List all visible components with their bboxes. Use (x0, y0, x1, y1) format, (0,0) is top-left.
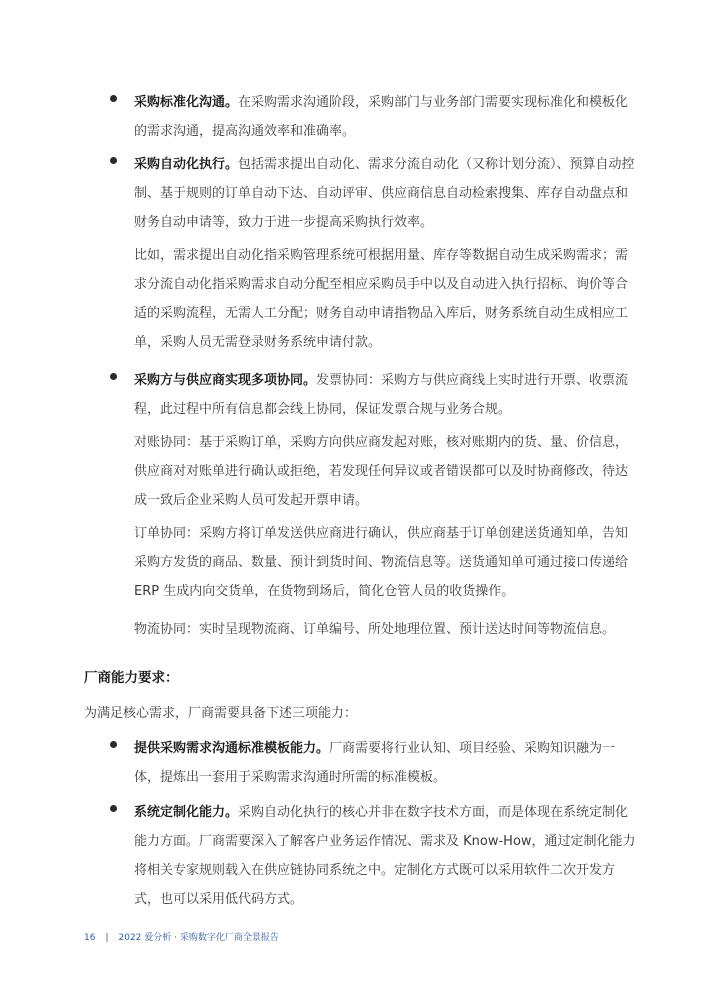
paragraph-reconciliation: 对账协同：基于采购订单，采购方向供应商发起对账，核对账期内的货、量、价信息，供应商对对账单进行确认或拒绝，若发现任何异议或者错误都可以及时协商修改，待达成一致后企业采购人员可发起开票申请。 (134, 435, 629, 508)
section-heading: 厂商能力要求： (84, 670, 179, 686)
bullet-customization-capability (96, 798, 636, 914)
bullet-body: 厂商需要将行业认知、项目经验、采购知识融为一体，提炼出一套用于采购需求沟通时所需的标准模板。 (134, 741, 616, 785)
bullet-automated-execution (96, 150, 636, 237)
bullet-dot-icon (110, 95, 117, 102)
paragraph-logistics: 物流协同：实时呈现物流商、订单编号、所处地理位置、预计送达时间等物流信息。 (134, 622, 616, 637)
intro-text: 为满足核心需求，厂商需要具备下述三项能力： (84, 706, 358, 721)
bullet-text (134, 150, 636, 237)
bullet-text (134, 798, 636, 914)
bullet-title: 采购方与供应商实现多项协同。 (134, 373, 317, 388)
bullet-title: 采购自动化执行。 (134, 157, 239, 172)
bullet-dot-icon (110, 741, 117, 748)
bullet-body: 采购自动化执行的核心并非在数字技术方面，而是体现在系统定制化能力方面。厂商需要深入了解客户业务运作情况、需求及 Know-How，通过定制化能力将相关专家规则载入在供应链协同系统之中。定制化方式既可以采用软件二次开发方式，也可以采用低代码方式。 (134, 805, 636, 907)
bullet-template-capability (96, 734, 636, 792)
bullet-title: 采购标准化沟通。 (134, 95, 239, 110)
page-footer (84, 930, 279, 943)
bullet-text (134, 366, 636, 424)
bullet-supplier-collaboration (96, 366, 636, 424)
bullet-text (134, 734, 636, 792)
page-number: 16 (84, 933, 96, 943)
report-title: 2022 爱分析 · 采购数字化厂商全景报告 (118, 933, 279, 943)
bullet-title: 系统定制化能力。 (134, 805, 239, 820)
bullet-body: 发票协同：采购方与供应商线上实时进行开票、收票流程，此过程中所有信息都会线上协同，保证发票合规与业务合规。 (134, 373, 629, 417)
bullet-body: 包括需求提出自动化、需求分流自动化（又称计划分流）、预算自动控制、基于规则的订单自动下达、自动评审、供应商信息自动检索搜集、库存自动盘点和财务自动申请等，致力于进一步提高采购执行效率。 (134, 157, 635, 230)
bullet-dot-icon (110, 373, 117, 380)
paragraph-order-collaboration: 订单协同：采购方将订单发送供应商进行确认，供应商基于订单创建送货通知单，告知采购方发货的商品、数量、预计到货时间、物流信息等。送货通知单可通过接口传递给 ERP 生成内向交货单，在货物到场后，简化仓管人员的收货操作。 (134, 526, 629, 599)
bullet-title: 提供采购需求沟通标准模板能力。 (134, 741, 330, 756)
bullet-dot-icon (110, 805, 117, 812)
bullet-text (134, 88, 636, 146)
bullet-dot-icon (110, 157, 117, 164)
bullet-body: 在采购需求沟通阶段，采购部门与业务部门需要实现标准化和模板化的需求沟通，提高沟通效率和准确率。 (134, 95, 629, 139)
footer-separator: | (105, 933, 109, 943)
bullet-standardized-communication (96, 88, 636, 146)
paragraph-automation-example: 比如，需求提出自动化指采购管理系统可根据用量、库存等数据自动生成采购需求；需求分流自动化指采购需求自动分配至相应采购员手中以及自动进入执行招标、询价等合适的采购流程，无需人工分配；财务自动申请指物品入库后，财务系统自动生成相应工单，采购人员无需登录财务系统申请付款。 (134, 248, 629, 350)
